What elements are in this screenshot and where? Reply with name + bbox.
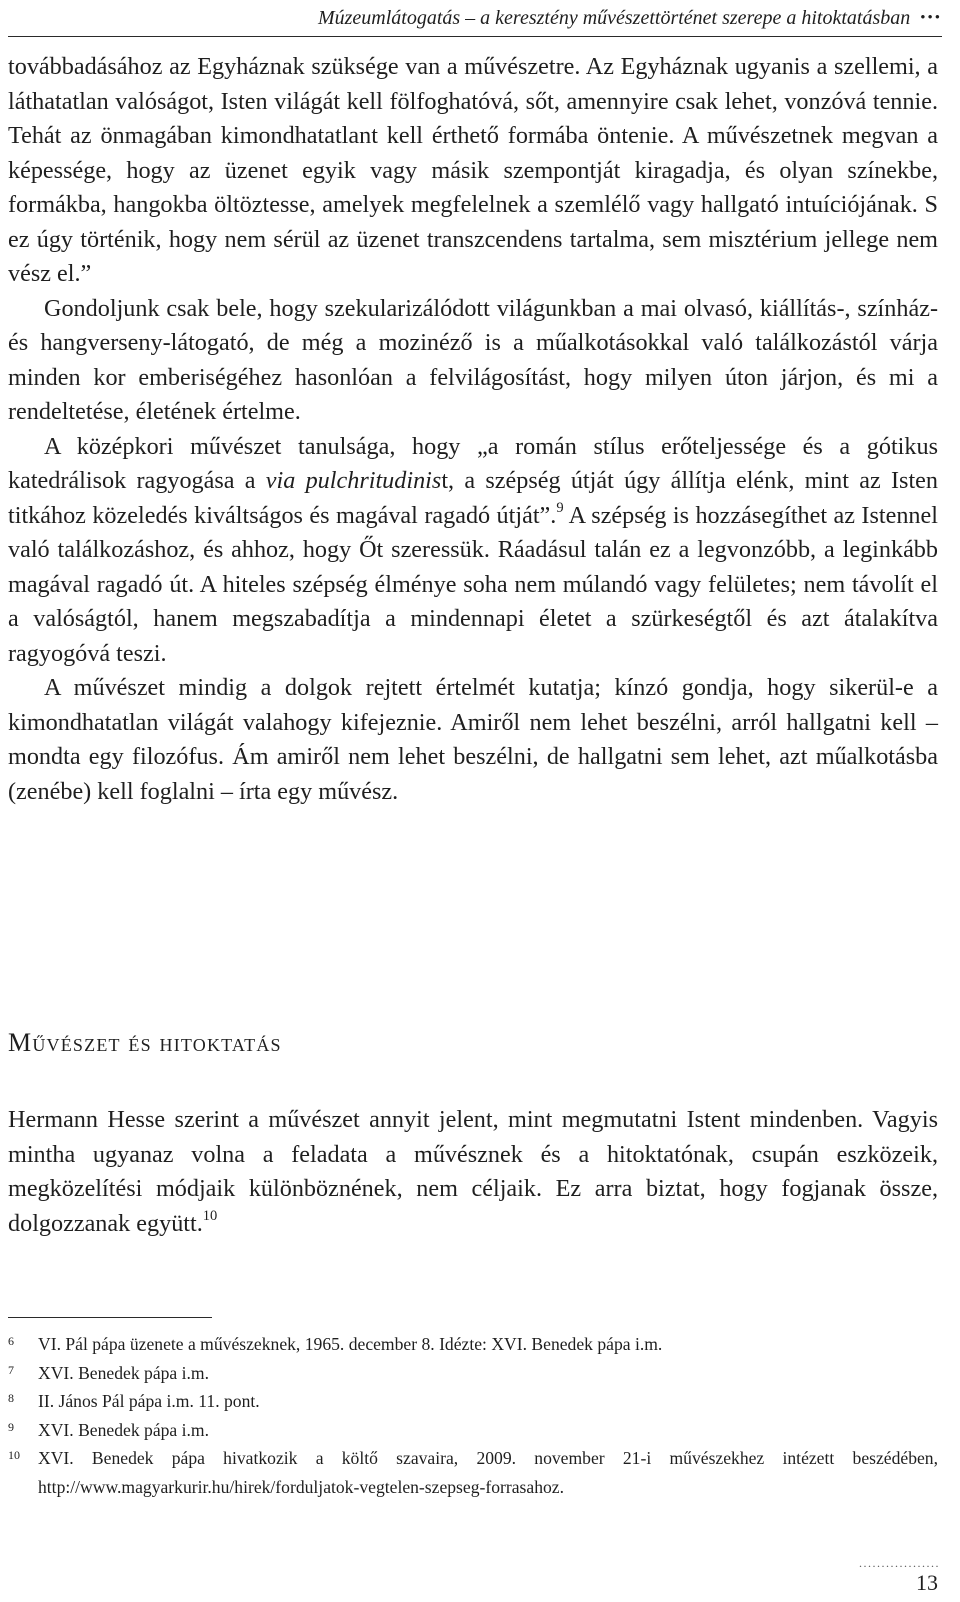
- section-paragraph: [8, 1103, 938, 1241]
- paragraph-4: A művészet mindig a dolgok rejtett értelmét kutatja; kínzó gondja, hogy sikerül-e a kimondhatatlan világát valahogy kifejeznie. Amiről nem lehet beszélni, arról hallgatni kell – mondta egy filozófus. Ám amiről nem lehet beszélni, de hallgatni sem lehet, azt műalkotásba (zenébe) kell foglalni – írta egy művész.: [8, 674, 938, 805]
- running-head: [8, 0, 942, 37]
- page-number: 13: [916, 1570, 938, 1595]
- footnote-text: XVI. Benedek pápa i.m.: [38, 1419, 209, 1440]
- section-title: Művészet és hitoktatás: [8, 1028, 282, 1057]
- footnotes: [8, 1330, 938, 1501]
- paragraph-3-italic: via pulchritudinis: [265, 467, 442, 494]
- footnote-text: XVI. Benedek pápa hivatkozik a költő szavaira, 2009. november 21-i művészekhez intézett beszédében, http://www.magyarkurir.hu/hirek/forduljatok-vegtelen-szepseg-forrasahoz.: [38, 1448, 938, 1497]
- body-text: [8, 50, 938, 809]
- footnote-text: XVI. Benedek pápa i.m.: [38, 1362, 209, 1383]
- footnote-item: [8, 1387, 938, 1416]
- footnote-number: 10: [8, 1448, 20, 1462]
- footnote-ref-9[interactable]: 9: [556, 499, 564, 516]
- paragraph-3-part-a: A középkori művészet tanulsága, hogy „a román stílus erőteljessége és a gótikus katedrálisok ragyogása a: [8, 432, 938, 494]
- footnote-divider: [8, 1317, 212, 1318]
- paragraph-2: Gondoljunk csak bele, hogy szekularizálódott világunkban a mai olvasó, kiállítás-, színház- és hangverseny-látogató, de még a mozinéző is a műalkotásokkal való találkozástól várja minden kor emberiségéhez hasonlóan a felvilágosítást, hogy milyen úton járjon, és mi a rendeltetése, életének értelme.: [8, 294, 938, 425]
- footnote-number: 8: [8, 1391, 14, 1405]
- footnote-item: [8, 1330, 938, 1359]
- section-text: [8, 1103, 938, 1241]
- footnote-text: II. János Pál pápa i.m. 11. pont.: [38, 1391, 260, 1411]
- footnote-number: 9: [8, 1419, 14, 1434]
- footnote-item: [8, 1359, 938, 1388]
- paragraph-3: [8, 430, 938, 672]
- paragraph-3-part-b: t, a szépség útját úgy állítja elénk, mint az Isten titkához közeledés kiváltságos és magával ragadó útját”.: [8, 467, 939, 529]
- footnote-item: [8, 1444, 938, 1501]
- page-number-dots: ..................: [859, 1556, 940, 1570]
- ornament-dots-icon: •••: [920, 9, 942, 26]
- footnote-number: 6: [8, 1334, 14, 1348]
- footnote-ref-10[interactable]: 10: [202, 1207, 218, 1224]
- paragraph-1: továbbadásához az Egyháznak szüksége van a művészetre. Az Egyháznak ugyanis a szellemi, a láthatatlan valóságot, Isten világát kell fölfoghatóvá, sőt, amennyire csak lehet, vonzóvá tennie. Tehát az önmagában kimondhatatlant kell érthető formába öntenie. A művészetnek megvan a képessége, hogy az üzenet egyik vagy másik szempontját kiragadja, és olyan színekbe, formákba, hangokba öltöztesse, amelyek megfelelnek a szemlélő vagy hallgató intuíciójának. S ez úgy történik, hogy nem sérül az üzenet transzcendens tartalma, sem misztérium jellege nem vész el.”: [8, 53, 938, 287]
- footnote-number: 7: [8, 1362, 14, 1377]
- section-paragraph-text: Hermann Hesse szerint a művészet annyit jelent, mint megmutatni Istent mindenben. Vagyis mintha ugyanaz volna a feladata a művésznek és a hitoktatónak, csupán eszközeik, megközelítési módjaik különböznének, nem céljaik. Ez arra biztat, hogy fogjanak össze, dolgozzanak együtt.: [8, 1106, 938, 1237]
- footnote-text: VI. Pál pápa üzenete a művészeknek, 1965. december 8. Idézte: XVI. Benedek pápa i.m.: [38, 1334, 663, 1354]
- running-head-title: Múzeumlátogatás – a keresztény művészettörténet szerepe a hitoktatásban: [317, 6, 911, 29]
- footnote-item: [8, 1416, 938, 1445]
- paragraph-3-part-c: A szépség is hozzásegíthet az Istennel való találkozáshoz, és ahhoz, hogy Őt szeressük. Ráadásul talán ez a legvonzóbb, a leginkább magával ragadó út. A hiteles szépség élménye soha nem múlandó vagy felületes; nem távolít el a valóságtól, hanem megszabadítja a mindennapi életet a szürkeségtől és azt átalakítva ragyogóvá teszi.: [8, 501, 938, 667]
